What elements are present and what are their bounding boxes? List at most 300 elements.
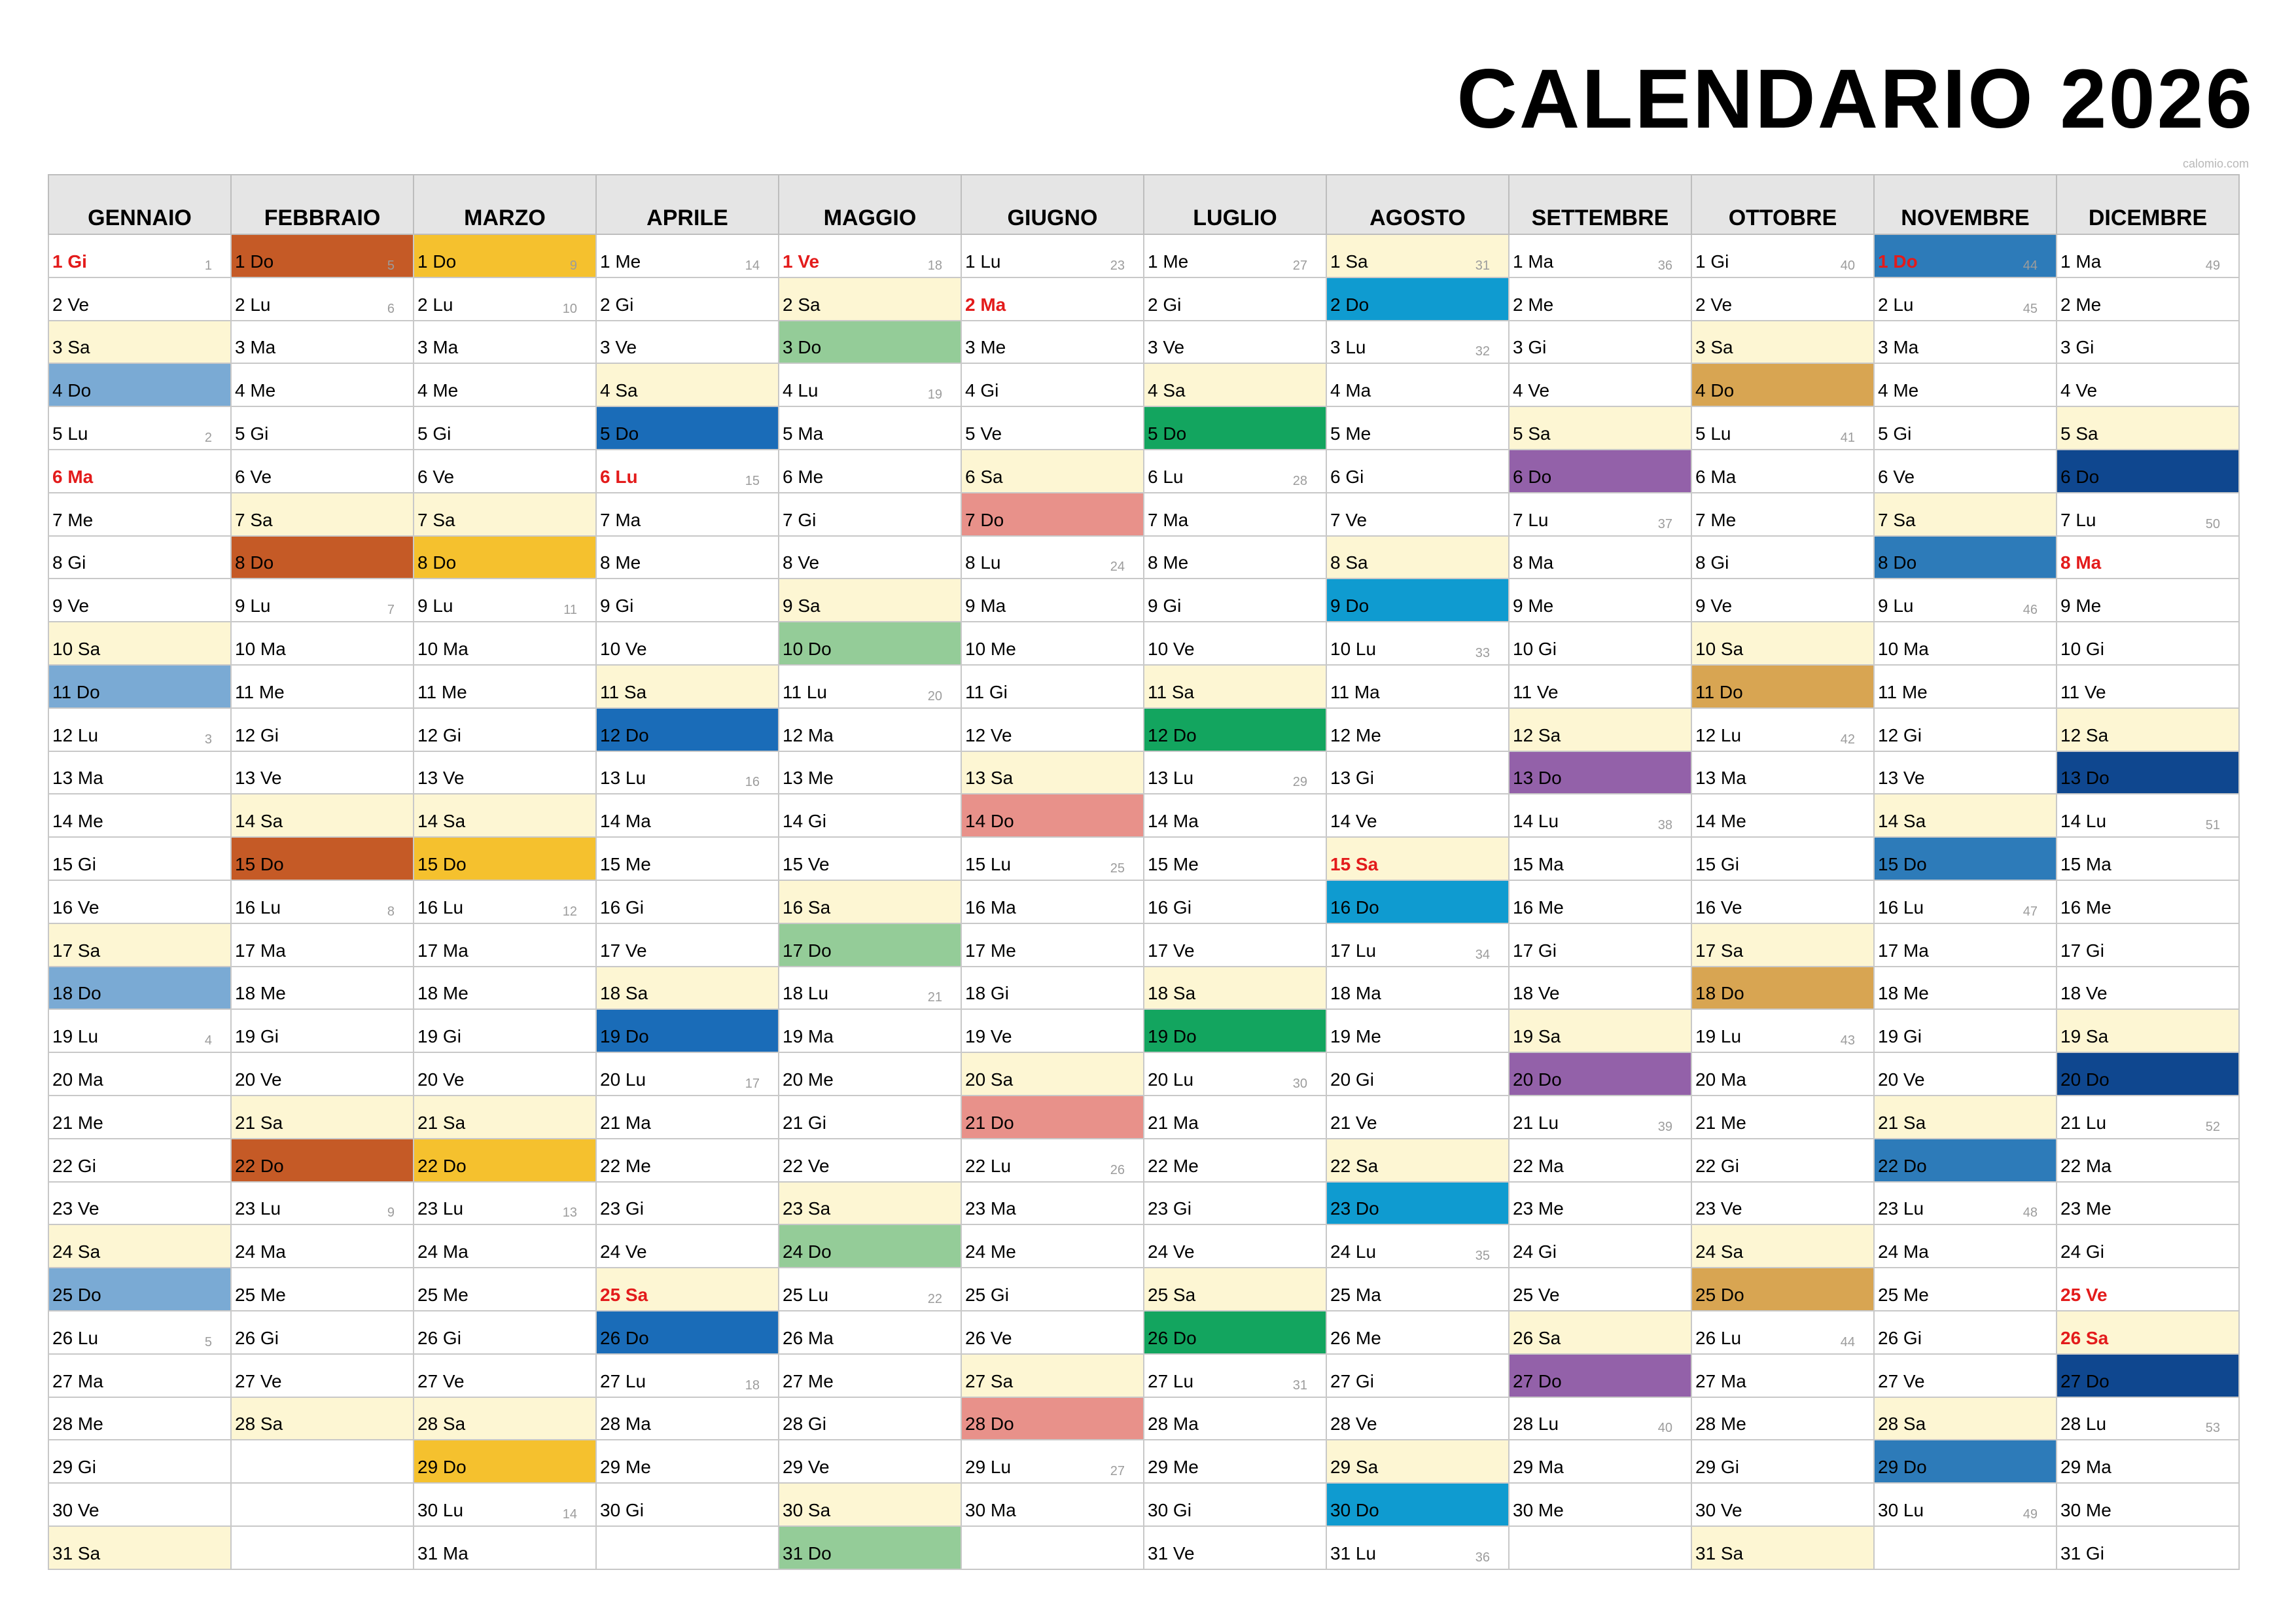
day-cell	[231, 363, 414, 406]
day-label: 1 Gi	[52, 251, 87, 272]
day-label: 29 Ma	[1513, 1457, 1564, 1478]
day-cell	[414, 363, 596, 406]
day-label: 27 Ve	[235, 1370, 282, 1391]
day-label: 25 Lu	[783, 1284, 829, 1305]
day-cell	[1874, 923, 2057, 967]
day-row	[48, 277, 2239, 321]
day-label: 17 Me	[965, 940, 1016, 961]
day-label: 6 Lu	[1148, 466, 1184, 487]
day-label: 17 Sa	[52, 940, 101, 961]
day-cell	[1144, 1397, 1326, 1440]
week-number: 32	[1475, 344, 1490, 359]
week-number: 22	[927, 1291, 942, 1306]
week-number: 43	[1840, 1033, 1855, 1048]
day-label: 18 Sa	[600, 983, 648, 1004]
day-cell	[1144, 880, 1326, 923]
day-cell	[961, 1268, 1144, 1311]
day-label: 14 Sa	[417, 811, 466, 832]
day-label: 28 Sa	[1878, 1414, 1926, 1435]
day-label: 25 Sa	[600, 1284, 648, 1305]
day-label: 5 Gi	[417, 423, 451, 444]
day-label: 16 Lu	[1878, 897, 1924, 918]
day-cell	[2057, 794, 2239, 837]
day-cell	[961, 450, 1144, 493]
day-label: 14 Do	[965, 811, 1014, 832]
day-cell	[231, 1139, 414, 1182]
day-cell	[1326, 1009, 1509, 1052]
week-number: 52	[2205, 1119, 2220, 1134]
day-cell	[414, 493, 596, 536]
day-cell	[414, 923, 596, 967]
day-cell	[231, 1224, 414, 1268]
day-cell	[414, 751, 596, 794]
day-label: 26 Do	[600, 1327, 649, 1348]
week-number: 9	[387, 1205, 395, 1221]
day-label: 1 Ve	[783, 251, 820, 272]
day-cell	[231, 1354, 414, 1397]
day-cell	[1509, 1268, 1691, 1311]
day-cell	[414, 1224, 596, 1268]
day-cell	[596, 1311, 779, 1354]
day-label: 5 Sa	[2060, 423, 2098, 444]
day-label: 31 Ve	[1148, 1543, 1195, 1563]
calendar-grid	[48, 174, 2240, 1570]
day-cell	[1509, 1009, 1691, 1052]
day-label: 19 Gi	[1878, 1026, 1922, 1047]
week-number: 50	[2205, 516, 2220, 531]
day-row	[48, 1139, 2239, 1182]
day-label: 20 Do	[1513, 1069, 1562, 1090]
day-row	[48, 794, 2239, 837]
day-cell	[1691, 450, 1874, 493]
day-label: 6 Ve	[235, 466, 272, 487]
day-cell	[596, 1009, 779, 1052]
week-number: 3	[204, 732, 212, 747]
day-cell	[48, 967, 231, 1010]
day-label: 28 Me	[52, 1414, 103, 1435]
day-cell	[48, 1182, 231, 1225]
day-label: 8 Sa	[1330, 552, 1368, 573]
day-label: 26 Lu	[1695, 1327, 1742, 1348]
day-cell	[1326, 837, 1509, 880]
day-cell	[414, 967, 596, 1010]
day-cell	[48, 406, 231, 450]
day-label: 10 Ve	[600, 638, 647, 659]
day-cell	[231, 1526, 414, 1569]
week-number: 16	[745, 775, 760, 790]
day-cell	[779, 967, 961, 1010]
day-label: 24 Ma	[235, 1241, 286, 1262]
day-cell	[1144, 622, 1326, 665]
day-label: 16 Lu	[235, 897, 281, 918]
day-label: 21 Me	[1695, 1112, 1746, 1133]
day-label: 8 Do	[1878, 552, 1917, 573]
day-label: 13 Lu	[600, 768, 646, 789]
week-number: 14	[562, 1507, 577, 1522]
day-cell	[779, 1354, 961, 1397]
day-label: 10 Lu	[1330, 638, 1377, 659]
day-cell	[1691, 1182, 1874, 1225]
day-cell	[1326, 622, 1509, 665]
week-number: 31	[1475, 258, 1490, 273]
day-cell	[1874, 277, 2057, 321]
day-label: 8 Do	[417, 552, 457, 573]
day-cell	[2057, 622, 2239, 665]
day-label: 13 Ve	[1878, 768, 1925, 789]
day-cell	[961, 665, 1144, 708]
day-label: 29 Do	[417, 1457, 467, 1478]
day-cell	[2057, 450, 2239, 493]
day-cell	[779, 880, 961, 923]
day-row	[48, 1182, 2239, 1225]
week-number: 13	[562, 1205, 577, 1221]
day-label: 24 Gi	[2060, 1241, 2104, 1262]
day-cell	[1144, 1268, 1326, 1311]
day-label: 18 Me	[1878, 983, 1929, 1004]
day-label: 29 Lu	[965, 1457, 1012, 1478]
day-cell	[48, 321, 231, 364]
day-label: 23 Sa	[783, 1198, 831, 1219]
day-cell	[1874, 708, 2057, 751]
week-number: 19	[927, 387, 942, 402]
day-label: 7 Me	[52, 509, 94, 530]
day-cell	[596, 1397, 779, 1440]
day-label: 12 Ma	[783, 724, 834, 745]
day-cell	[231, 1096, 414, 1139]
day-label: 13 Do	[2060, 768, 2110, 789]
day-cell	[961, 1311, 1144, 1354]
day-label: 30 Me	[2060, 1499, 2111, 1520]
day-label: 4 Sa	[600, 380, 638, 401]
day-cell	[2057, 1440, 2239, 1483]
day-cell	[48, 1526, 231, 1569]
day-cell	[596, 923, 779, 967]
day-cell	[596, 1052, 779, 1096]
week-number: 14	[745, 258, 760, 273]
day-label: 24 Do	[783, 1241, 832, 1262]
day-label: 16 Ve	[1695, 897, 1742, 918]
day-label: 6 Ma	[1695, 466, 1737, 487]
day-cell	[2057, 1009, 2239, 1052]
day-label: 24 Gi	[1513, 1241, 1557, 1262]
day-cell	[414, 1182, 596, 1225]
day-cell	[1874, 837, 2057, 880]
day-label: 8 Gi	[1695, 552, 1729, 573]
day-label: 8 Ve	[783, 552, 820, 573]
day-label: 22 Do	[1878, 1155, 1927, 1176]
day-label: 11 Do	[52, 681, 100, 702]
day-row	[48, 1224, 2239, 1268]
day-cell	[1144, 1311, 1326, 1354]
day-cell	[231, 794, 414, 837]
week-number: 10	[562, 301, 577, 316]
day-cell	[48, 234, 231, 277]
day-label: 10 Ve	[1148, 638, 1195, 659]
day-cell	[1691, 1052, 1874, 1096]
day-label: 15 Me	[1148, 853, 1199, 874]
day-cell	[779, 493, 961, 536]
day-cell	[1326, 794, 1509, 837]
week-number: 45	[2022, 301, 2038, 316]
day-label: 25 Me	[417, 1284, 468, 1305]
day-label: 21 Sa	[235, 1112, 283, 1133]
day-label: 5 Lu	[52, 423, 88, 444]
week-number: 12	[562, 904, 577, 919]
day-label: 27 Do	[1513, 1370, 1562, 1391]
day-label: 5 Gi	[235, 423, 269, 444]
day-cell	[231, 708, 414, 751]
day-cell	[1691, 1526, 1874, 1569]
day-cell	[1691, 1139, 1874, 1182]
day-cell	[1326, 1440, 1509, 1483]
day-cell	[48, 363, 231, 406]
day-cell	[48, 1052, 231, 1096]
day-label: 20 Lu	[600, 1069, 646, 1090]
day-label: 5 Lu	[1695, 423, 1731, 444]
day-cell	[1509, 321, 1691, 364]
day-label: 13 Ve	[235, 768, 282, 789]
day-label: 11 Sa	[1148, 681, 1195, 702]
day-label: 12 Ve	[965, 724, 1012, 745]
day-cell	[779, 1182, 961, 1225]
day-label: 19 Ve	[965, 1026, 1012, 1047]
day-cell	[231, 622, 414, 665]
day-label: 25 Me	[1878, 1284, 1929, 1305]
day-label: 8 Do	[235, 552, 274, 573]
day-row	[48, 493, 2239, 536]
day-cell	[961, 1354, 1144, 1397]
day-cell	[231, 837, 414, 880]
day-cell	[1691, 665, 1874, 708]
day-cell	[779, 1483, 961, 1526]
day-cell	[414, 837, 596, 880]
day-label: 25 Ve	[2060, 1284, 2108, 1305]
day-label: 13 Ve	[417, 768, 465, 789]
day-cell	[1509, 751, 1691, 794]
day-cell	[1144, 406, 1326, 450]
day-cell	[961, 363, 1144, 406]
day-label: 15 Me	[600, 853, 651, 874]
day-label: 29 Sa	[1330, 1457, 1379, 1478]
day-label: 20 Ve	[235, 1069, 282, 1090]
day-label: 6 Ma	[52, 466, 94, 487]
day-cell	[1874, 794, 2057, 837]
day-label: 16 Lu	[417, 897, 464, 918]
day-label: 25 Gi	[965, 1284, 1009, 1305]
day-label: 18 Me	[235, 983, 286, 1004]
day-row	[48, 321, 2239, 364]
week-number: 46	[2022, 603, 2038, 618]
day-label: 6 Me	[783, 466, 824, 487]
day-cell	[48, 708, 231, 751]
day-label: 15 Ve	[783, 853, 830, 874]
day-label: 30 Gi	[600, 1499, 644, 1520]
day-label: 9 Lu	[235, 596, 271, 616]
day-row	[48, 1397, 2239, 1440]
day-cell	[1691, 1311, 1874, 1354]
day-label: 7 Ve	[1330, 509, 1368, 530]
day-cell	[1326, 1139, 1509, 1182]
month-header-dicembre: DICEMBRE	[2057, 175, 2239, 234]
day-label: 2 Do	[1330, 294, 1369, 315]
day-cell	[231, 1311, 414, 1354]
day-cell	[779, 277, 961, 321]
day-cell	[779, 1009, 961, 1052]
day-label: 31 Sa	[1695, 1543, 1744, 1563]
day-cell	[231, 1268, 414, 1311]
day-cell	[596, 234, 779, 277]
day-label: 21 Ve	[1330, 1112, 1377, 1133]
day-cell	[961, 1526, 1144, 1569]
day-label: 10 Sa	[52, 638, 101, 659]
month-header-giugno: GIUGNO	[961, 175, 1144, 234]
day-cell	[1326, 321, 1509, 364]
day-cell	[1326, 880, 1509, 923]
month-header-aprile: APRILE	[596, 175, 779, 234]
day-row	[48, 880, 2239, 923]
day-cell	[231, 1052, 414, 1096]
day-label: 9 Sa	[783, 596, 821, 616]
day-cell	[414, 1096, 596, 1139]
week-number: 39	[1657, 1119, 1672, 1134]
day-row	[48, 1096, 2239, 1139]
day-cell	[1144, 837, 1326, 880]
day-label: 10 Gi	[1513, 638, 1557, 659]
day-cell	[414, 234, 596, 277]
day-cell	[596, 751, 779, 794]
day-label: 7 Me	[1695, 509, 1737, 530]
day-label: 24 Sa	[52, 1241, 101, 1262]
day-label: 19 Lu	[52, 1026, 99, 1047]
day-label: 13 Gi	[1330, 768, 1374, 789]
day-cell	[961, 406, 1144, 450]
day-label: 3 Gi	[1513, 337, 1547, 358]
day-cell	[596, 321, 779, 364]
day-cell	[961, 1483, 1144, 1526]
day-cell	[1326, 579, 1509, 622]
day-cell	[779, 321, 961, 364]
day-cell	[1326, 923, 1509, 967]
day-label: 15 Ma	[2060, 853, 2111, 874]
day-cell	[1691, 1440, 1874, 1483]
day-cell	[48, 665, 231, 708]
week-number: 2	[204, 430, 212, 445]
day-cell	[1326, 708, 1509, 751]
day-label: 20 Do	[2060, 1069, 2110, 1090]
week-number: 6	[387, 301, 395, 316]
day-row	[48, 665, 2239, 708]
week-number: 23	[1110, 258, 1125, 273]
day-label: 29 Me	[1148, 1457, 1199, 1478]
day-label: 30 Me	[1513, 1499, 1564, 1520]
day-cell	[1509, 1483, 1691, 1526]
day-label: 3 Ma	[235, 337, 276, 358]
day-cell	[1691, 967, 1874, 1010]
day-cell	[596, 1440, 779, 1483]
day-cell	[1509, 794, 1691, 837]
day-cell	[414, 406, 596, 450]
week-number: 17	[745, 1076, 760, 1091]
day-label: 15 Sa	[1330, 853, 1379, 874]
day-label: 16 Me	[2060, 897, 2111, 918]
day-cell	[961, 1182, 1144, 1225]
day-label: 8 Lu	[965, 552, 1001, 573]
day-cell	[414, 622, 596, 665]
day-label: 24 Me	[965, 1241, 1016, 1262]
day-cell	[596, 665, 779, 708]
day-cell	[1691, 579, 1874, 622]
day-label: 15 Gi	[1695, 853, 1739, 874]
day-cell	[779, 622, 961, 665]
day-cell	[231, 880, 414, 923]
day-label: 12 Do	[600, 724, 649, 745]
day-cell	[779, 363, 961, 406]
day-cell	[1874, 1268, 2057, 1311]
day-cell	[779, 665, 961, 708]
day-cell	[1509, 923, 1691, 967]
day-label: 8 Gi	[52, 552, 86, 573]
day-label: 20 Lu	[1148, 1069, 1194, 1090]
day-label: 15 Lu	[965, 853, 1012, 874]
day-cell	[779, 234, 961, 277]
day-cell	[961, 622, 1144, 665]
day-cell	[1874, 880, 2057, 923]
day-cell	[1144, 321, 1326, 364]
day-cell	[596, 579, 779, 622]
day-cell	[414, 1483, 596, 1526]
day-cell	[961, 794, 1144, 837]
day-label: 3 Sa	[52, 337, 90, 358]
day-cell	[1509, 1139, 1691, 1182]
week-number: 44	[1840, 1334, 1855, 1349]
day-cell	[48, 622, 231, 665]
day-label: 12 Lu	[52, 724, 99, 745]
day-label: 21 Ma	[600, 1112, 651, 1133]
day-cell	[596, 1096, 779, 1139]
day-label: 28 Do	[965, 1414, 1014, 1435]
day-label: 28 Gi	[783, 1414, 826, 1435]
day-cell	[2057, 967, 2239, 1010]
week-number: 42	[1840, 732, 1855, 747]
day-label: 20 Sa	[965, 1069, 1014, 1090]
day-row	[48, 1311, 2239, 1354]
day-label: 2 Lu	[235, 294, 271, 315]
day-cell	[231, 665, 414, 708]
day-cell	[1691, 794, 1874, 837]
day-label: 14 Lu	[1513, 811, 1559, 832]
week-number: 51	[2205, 818, 2220, 833]
day-label: 2 Me	[1513, 294, 1554, 315]
day-label: 9 Lu	[417, 596, 453, 616]
day-cell	[48, 1224, 231, 1268]
week-number: 47	[2022, 904, 2038, 919]
day-label: 30 Ve	[52, 1499, 99, 1520]
day-label: 16 Do	[1330, 897, 1379, 918]
day-cell	[2057, 1526, 2239, 1569]
week-number: 40	[1657, 1421, 1672, 1436]
day-cell	[414, 450, 596, 493]
day-label: 8 Ma	[2060, 552, 2102, 573]
day-label: 10 Ma	[235, 638, 286, 659]
day-cell	[1326, 1096, 1509, 1139]
month-header-agosto: AGOSTO	[1326, 175, 1509, 234]
day-row	[48, 1483, 2239, 1526]
day-label: 26 Gi	[1878, 1327, 1922, 1348]
day-cell	[1144, 751, 1326, 794]
day-cell	[414, 1009, 596, 1052]
day-label: 1 Do	[417, 251, 457, 272]
day-row	[48, 751, 2239, 794]
